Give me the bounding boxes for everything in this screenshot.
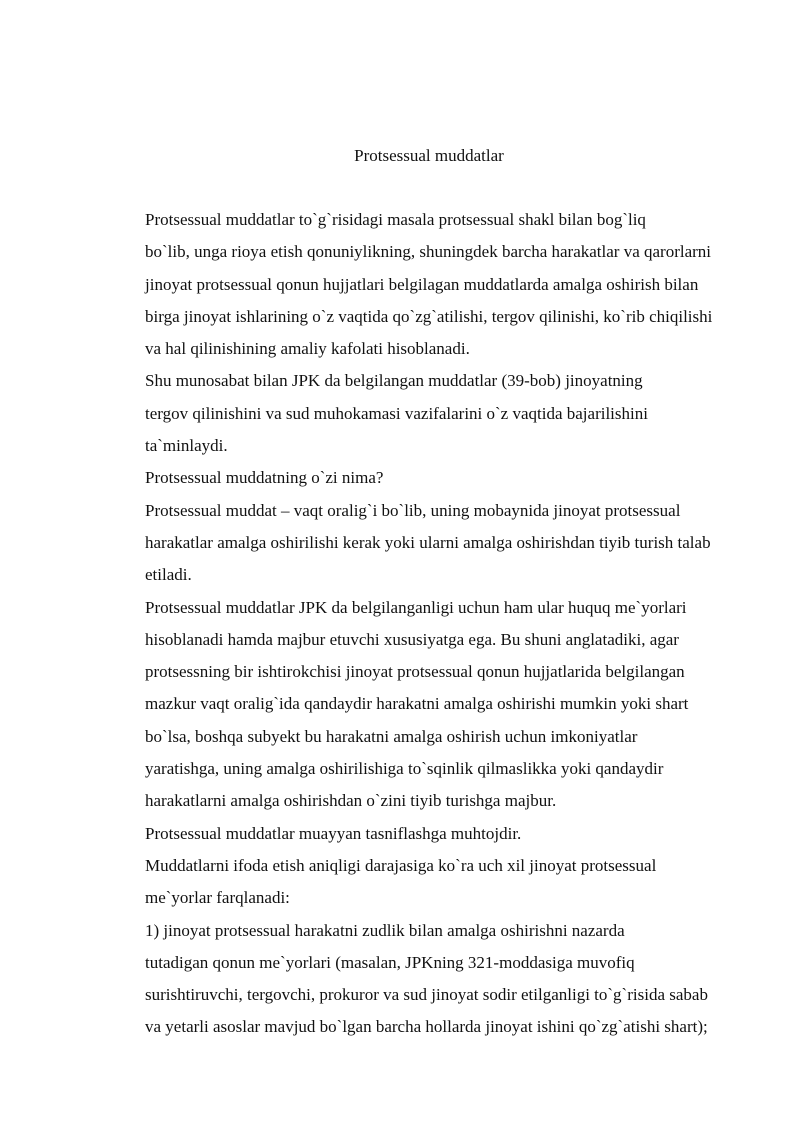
text-line: mazkur vaqt oralig`ida qandaydir harakatni amalga oshirishi mumkin yoki shart	[145, 694, 689, 714]
text-line: harakatlar amalga oshirilishi kerak yoki ularni amalga oshirishdan tiyib turish talab	[145, 532, 711, 552]
text-line: Protsessual muddat – vaqt oralig`i bo`lib, uning mobaynida jinoyat protsessual	[145, 500, 681, 520]
text-line: hisoblanadi hamda majbur etuvchi xususiyatga ega. Bu shuni anglatadiki, agar	[145, 629, 679, 649]
text-line: harakatlarni amalga oshirishdan o`zini tiyib turishga majbur.	[145, 791, 557, 811]
document-body	[115, 204, 745, 1044]
text-line: Muddatlarni ifoda etish aniqligi darajasiga ko`ra uch xil jinoyat protsessual	[145, 855, 657, 875]
paragraph-definition	[115, 495, 745, 592]
text-line: Protsessual muddatlar to`g`risidagi masala protsessual shakl bilan bog`liq	[145, 210, 646, 229]
paragraph-muddatlar-intro	[115, 204, 745, 365]
text-line: surishtiruvchi, tergovchi, prokuror va sud jinoyat sodir etilganligi to`g`risida sabab	[145, 985, 708, 1005]
text-line: bo`lsa, boshqa subyekt bu harakatni amalga oshirish uchun imkoniyatlar	[145, 726, 638, 746]
text-line: va yetarli asoslar mavjud bo`lgan barcha hollarda jinoyat ishini qo`zg`atishi shart);	[145, 1017, 708, 1037]
text-line: yaratishga, uning amalga oshirilishiga to`sqinlik qilmaslikka yoki qandaydir	[145, 759, 664, 779]
text-line: bo`lib, unga rioya etish qonuniylikning, shuningdek barcha harakatlar va qarorlarni	[145, 242, 712, 262]
text-line: ta`minlaydi.	[145, 436, 228, 456]
text-line: etiladi.	[145, 565, 192, 585]
text-line: va hal qilinishining amaliy kafolati hisoblanadi.	[145, 339, 470, 359]
paragraph-huquq-meyorlari	[115, 592, 745, 818]
text-line: birga jinoyat ishlarining o`z vaqtida qo`zg`atilishi, tergov qilinishi, ko`rib chiqilishi	[145, 306, 713, 326]
text-line: jinoyat protsessual qonun hujjatlari belgilagan muddatlarda amalga oshirish bilan	[145, 274, 699, 294]
text-line: Protsessual muddatning o`zi nima?	[145, 468, 384, 488]
text-line: protsessning bir ishtirokchisi jinoyat protsessual qonun hujjatlarida belgilangan	[145, 662, 685, 682]
text-line: Shu munosabat bilan JPK da belgilangan muddatlar (39-bob) jinoyatning	[145, 371, 643, 391]
paragraph-uch-xil	[115, 850, 745, 915]
text-line: Protsessual muddatlar JPK da belgilanganligi uchun ham ular huquq me`yorlari	[145, 597, 687, 617]
text-line: 1) jinoyat protsessual harakatni zudlik bilan amalga oshirishni nazarda	[145, 920, 625, 940]
paragraph-list-item-1	[115, 915, 745, 1044]
text-line: tutadigan qonun me`yorlari (masalan, JPKning 321-moddasiga muvofiq	[145, 952, 635, 972]
document-title: Protsessual muddatlar	[354, 146, 504, 165]
paragraph-tasniflash	[115, 818, 745, 850]
text-line: Protsessual muddatlar muayyan tasniflashga muhtojdir.	[145, 823, 522, 843]
text-line: tergov qilinishini va sud muhokamasi vazifalarini o`z vaqtida bajarilishini	[145, 403, 648, 423]
paragraph-jpk-muddatlar	[115, 365, 745, 462]
paragraph-question	[115, 462, 745, 494]
text-line: me`yorlar farqlanadi:	[145, 888, 290, 908]
